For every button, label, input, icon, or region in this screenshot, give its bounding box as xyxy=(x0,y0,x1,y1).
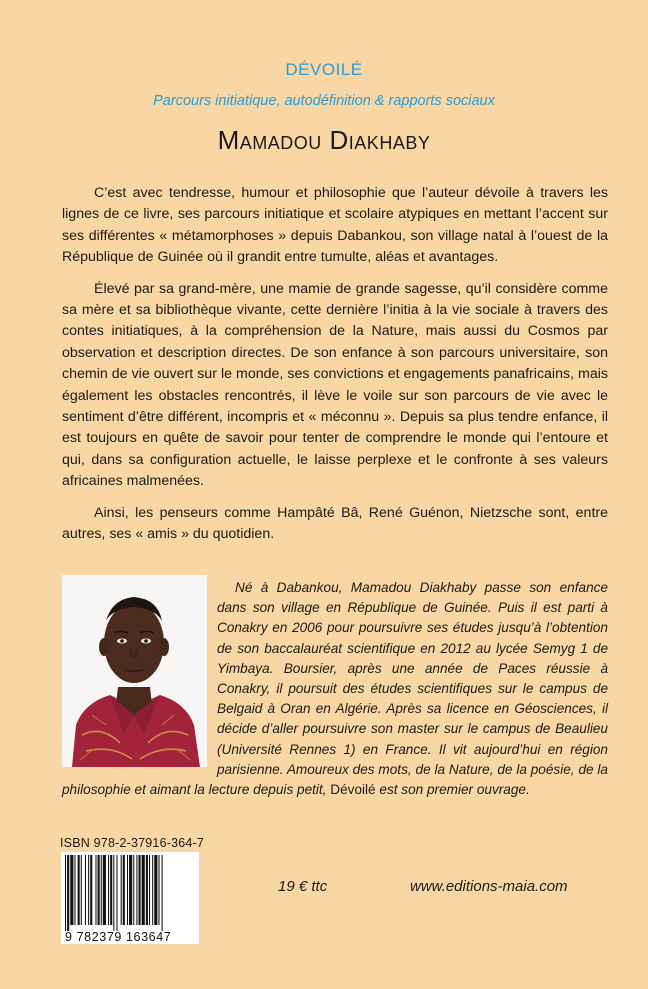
barcode-bar xyxy=(85,855,86,925)
barcode-bar xyxy=(149,855,150,925)
barcode-bar xyxy=(162,855,163,931)
barcode-bar xyxy=(123,855,125,925)
barcode-bar xyxy=(158,855,159,925)
barcode-bar xyxy=(113,855,114,931)
barcode-bar xyxy=(67,855,69,931)
barcode-bar xyxy=(121,855,122,925)
barcode-bar xyxy=(146,855,148,925)
author-bio xyxy=(62,578,608,800)
barcode-bar xyxy=(101,855,102,925)
book-title: DÉVOILÉ xyxy=(285,60,363,79)
publisher-website[interactable]: www.editions-maia.com xyxy=(410,878,568,895)
barcode-bar xyxy=(98,855,100,925)
price: 19 € ttc xyxy=(278,878,328,895)
barcode-bar xyxy=(108,855,109,925)
barcode-bar xyxy=(139,855,141,925)
summary-paragraph: Ainsi, les penseurs comme Hampâté Bâ, René Guénon, Nietzsche sont, entre autres, ses « amis » du quotidien. xyxy=(62,504,608,543)
bio-text: Né à Dabankou, Mamadou Diakhaby passe son enfance dans son village en République de Guinée. Puis il est parti à Conakry en 2006 pour poursuivre ses études jusqu’à l’obtention de son baccalauréat scientifique en 2012 au lycée Semyg 1 de Yimbaya. Boursier, après une année de Paces réussie à Conakry, il poursuit des études scientifiques sur le campus de Belgaid à Oran en Algérie. Après sa licence en Géosciences, il décide d’aller poursuivre son master sur le campus de Beaulieu (Université Rennes 1) en France. Il vit aujourd’hui en région parisienne. Amoureux des mots, de la Nature, de la poésie, de la philosophie et aimant la lecture depuis petit, xyxy=(62,580,608,798)
barcode-bar xyxy=(152,855,153,925)
barcode-bar xyxy=(81,855,82,925)
barcode-bar xyxy=(88,855,89,925)
barcode-bar xyxy=(110,855,112,925)
barcode-bar xyxy=(154,855,157,925)
book-subtitle: Parcours initiatique, autodéfinition & rapports sociaux xyxy=(153,93,495,109)
barcode-bar xyxy=(70,855,73,925)
barcode-bar xyxy=(133,855,134,925)
bio-ending: est son premier ouvrage. xyxy=(375,782,530,798)
barcode-bar xyxy=(129,855,132,925)
summary-text xyxy=(62,183,608,556)
barcode-bar xyxy=(90,855,92,925)
barcode-bar xyxy=(74,855,75,925)
author-name: Mamadou Diakhaby xyxy=(217,125,431,155)
book-reference: Dévoilé xyxy=(330,782,376,798)
barcode-bar xyxy=(136,855,137,925)
isbn-label: ISBN 978-2-37916-364-7 xyxy=(60,836,205,850)
barcode-bar xyxy=(142,855,145,925)
barcode-bar xyxy=(78,855,80,925)
photo-spacer xyxy=(62,578,217,766)
barcode xyxy=(61,852,199,944)
barcode-bar xyxy=(65,855,66,931)
barcode-bar xyxy=(127,855,128,925)
barcode-number: 9 782379 163647 xyxy=(65,930,172,944)
barcode-bar xyxy=(95,855,96,925)
barcode-bar xyxy=(103,855,106,925)
summary-paragraph: C’est avec tendresse, humour et philosophie que l’auteur dévoile à travers les lignes de ce livre, ses parcours initiatique et scolaire atypiques en mettant l’accent sur ses différentes « métamorphoses » depuis Dabankou, son village natal à l’ouest de la République de Guinée où il grandit entre tumulte, aléas et avantages. xyxy=(62,185,608,266)
barcode-bar xyxy=(116,855,117,931)
barcode-graphic xyxy=(61,852,199,944)
summary-paragraph: Élevé par sa grand-mère, une mamie de grande sagesse, qu’il considère comme sa mère et sa bibliothèque vivante, cette dernière l’initia à la vie sociale à travers des contes initiatiques, à la compréhension de la Nature, mais aussi du Cosmos par observation et description directes. De son enfance à son parcours universitaire, son chemin de vie ouvert sur le monde, ses convictions et engagements panafricains, mais également les obstacles rencontrés, il lève le voile sur son parcours de vie avec le sentiment d’être différent, incompris et « méconnu ». Depuis sa plus tendre enfance, il est toujours en quête de savoir pour tenter de comprendre le monde qui l’entoure et qui, dans sa configuration actuelle, le laisse perplexe et le confronte à ses valeurs africaines malmenées. xyxy=(62,280,608,490)
